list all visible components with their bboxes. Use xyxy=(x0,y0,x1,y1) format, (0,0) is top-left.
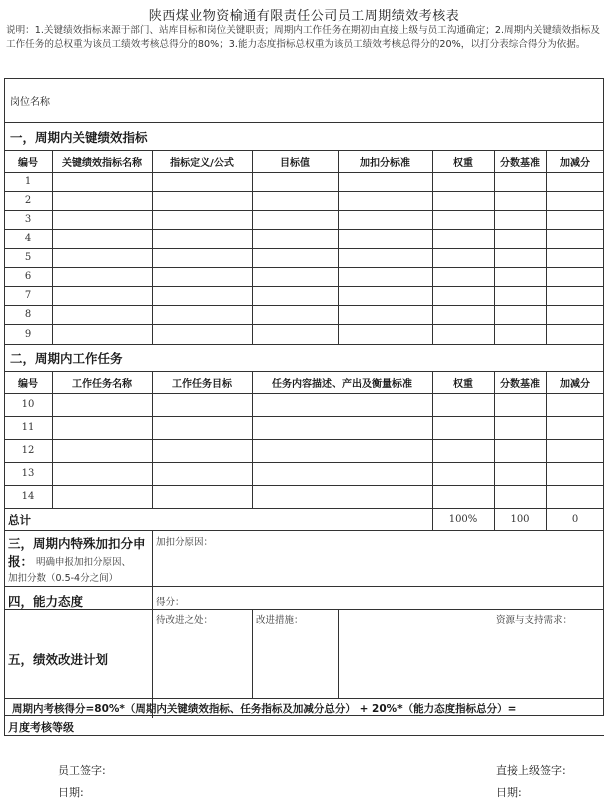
total-label: 总计 xyxy=(8,513,31,527)
section5-title: 五，绩效改进计划 xyxy=(8,652,109,667)
rule xyxy=(4,609,604,610)
s2-header-delta: 加减分 xyxy=(560,378,590,390)
s2-header-no: 编号 xyxy=(18,378,38,390)
rule xyxy=(4,210,604,211)
form-title: 陕西煤业物资榆通有限责任公司员工周期绩效考核表 xyxy=(148,9,460,24)
rule xyxy=(4,735,604,736)
rule xyxy=(4,462,604,463)
rule xyxy=(152,371,153,508)
s2-row-no: 13 xyxy=(21,468,35,479)
rule xyxy=(546,150,547,344)
rule xyxy=(152,530,153,718)
section3-title: 三，周期内特殊加扣分申 xyxy=(8,536,146,551)
total-base: 100 xyxy=(510,513,530,525)
rule xyxy=(4,530,604,531)
improve-measure-label: 改进措施： xyxy=(256,615,304,626)
rule xyxy=(4,324,604,325)
s1-row-no: 6 xyxy=(24,271,32,282)
rule xyxy=(4,122,604,123)
total-delta: 0 xyxy=(571,513,579,525)
position-label: 岗位名称 xyxy=(10,96,50,108)
rule xyxy=(338,609,339,698)
total-weight: 100% xyxy=(448,513,478,525)
rule xyxy=(4,586,604,587)
s1-header-delta: 加减分 xyxy=(560,157,590,169)
s1-row-no: 7 xyxy=(24,290,32,301)
supervisor-date-label: 日期: xyxy=(496,786,522,799)
rule xyxy=(494,371,495,530)
rule xyxy=(4,393,604,394)
section3-hint-range: 加扣分数（0.5-4分之间） xyxy=(8,573,119,584)
s1-header-standard: 加扣分标准 xyxy=(360,157,410,169)
rule xyxy=(4,698,604,699)
s1-header-target: 目标值 xyxy=(280,157,310,169)
s2-header-description: 任务内容描述、产出及衡量标准 xyxy=(272,378,412,390)
s1-header-definition: 指标定义/公式 xyxy=(170,157,234,169)
s1-header-name: 关键绩效指标名称 xyxy=(62,157,142,169)
section3-title-cont: 报： xyxy=(8,554,34,569)
s2-row-no: 11 xyxy=(21,422,35,433)
score-label: 得分： xyxy=(156,597,185,608)
section1-title: 一，周期内关键绩效指标 xyxy=(10,130,148,145)
rule xyxy=(252,371,253,508)
rule xyxy=(4,191,604,192)
s1-row-no: 4 xyxy=(24,233,32,244)
rule xyxy=(494,150,495,344)
improve-area-label: 待改进之处： xyxy=(156,615,214,626)
employee-date-label: 日期: xyxy=(58,786,84,799)
supervisor-signature-label: 直接上级签字: xyxy=(496,764,566,777)
rule xyxy=(4,286,604,287)
s2-row-no: 12 xyxy=(21,445,35,456)
s1-row-no: 1 xyxy=(24,176,32,187)
s1-header-no: 编号 xyxy=(18,157,38,169)
rule xyxy=(4,485,604,486)
rule xyxy=(4,305,604,306)
border-right xyxy=(603,78,604,716)
section2-title: 二，周期内工作任务 xyxy=(10,351,123,366)
s2-header-task-goal: 工作任务目标 xyxy=(172,378,232,390)
rule xyxy=(546,371,547,530)
rule xyxy=(4,229,604,230)
rule xyxy=(4,267,604,268)
rule xyxy=(4,172,604,173)
border-top xyxy=(4,78,604,79)
rule xyxy=(4,248,604,249)
instructions-note: 说明：1.关键绩效指标来源于部门、站库目标和岗位关键职责；周期内工作任务在期初由直接上级与员工沟通确定；2.周期内关键绩效指标及工作任务的总权重为该员工绩效考核总得分的80%；3.能力态度指标总权重为该员工绩效考核总得分的20%，以打分表综合得分为依据。 xyxy=(6,25,600,50)
rule xyxy=(4,416,604,417)
s1-row-no: 3 xyxy=(24,214,32,225)
s1-row-no: 5 xyxy=(24,252,32,263)
s2-header-base: 分数基准 xyxy=(500,378,540,390)
s2-header-task-name: 工作任务名称 xyxy=(72,378,132,390)
rule xyxy=(4,715,604,716)
s1-header-base: 分数基准 xyxy=(500,157,540,169)
s1-row-no: 2 xyxy=(24,195,32,206)
rule xyxy=(432,150,433,344)
grade-label: 月度考核等级 xyxy=(8,721,74,734)
section3-hint: 明确申报加扣分原因、 xyxy=(36,557,132,568)
rule xyxy=(252,150,253,344)
rule xyxy=(152,150,153,344)
resource-need-label: 资源与支持需求： xyxy=(496,615,573,626)
employee-signature-label: 员工签字: xyxy=(58,764,106,777)
s2-row-no: 10 xyxy=(21,399,35,410)
rule xyxy=(4,344,604,345)
s2-header-weight: 权重 xyxy=(453,378,473,390)
rule xyxy=(52,371,53,508)
rule xyxy=(252,609,253,698)
rule xyxy=(52,150,53,344)
section4-title: 四，能力态度 xyxy=(8,594,84,609)
reason-label: 加扣分原因： xyxy=(156,537,214,548)
score-formula: 周期内考核得分=80%*（周期内关键绩效指标、任务指标及加减分总分） + 20%*（能力态度指标总分）= xyxy=(12,703,517,715)
appraisal-form xyxy=(4,78,604,736)
s1-row-no: 9 xyxy=(24,328,32,340)
s1-header-weight: 权重 xyxy=(453,157,473,169)
s1-row-no: 8 xyxy=(24,309,32,320)
s2-row-no: 14 xyxy=(21,491,35,502)
rule xyxy=(4,439,604,440)
rule xyxy=(338,150,339,344)
rule xyxy=(432,371,433,508)
